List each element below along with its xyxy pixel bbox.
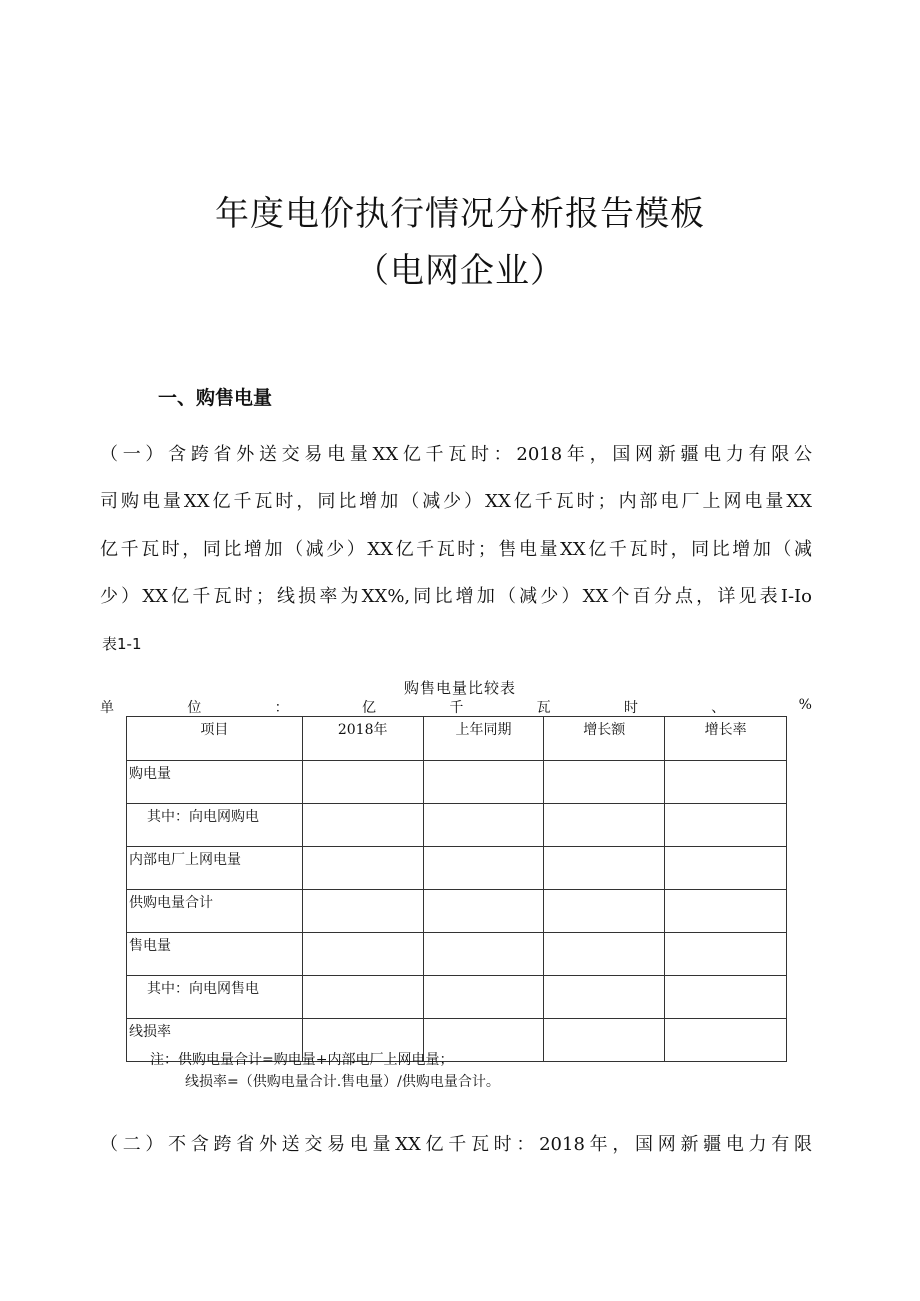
table-cell bbox=[302, 933, 423, 976]
table-row bbox=[127, 804, 787, 847]
unit-char: 瓦 bbox=[536, 700, 551, 716]
row-label: 线损率 bbox=[127, 1019, 303, 1062]
row-label: 购电量 bbox=[127, 761, 303, 804]
unit-line bbox=[100, 697, 812, 717]
row-label: 内部电厂上网电量 bbox=[127, 847, 303, 890]
table-cell bbox=[665, 1019, 787, 1062]
unit-char: % bbox=[798, 697, 812, 713]
table-cell bbox=[665, 847, 787, 890]
paragraph-1 bbox=[100, 431, 812, 620]
document-title: 年度电价执行情况分析报告模板 bbox=[215, 194, 705, 234]
table-cell bbox=[302, 847, 423, 890]
header-cell: 上年同期 bbox=[423, 717, 544, 761]
paragraph-line: 少）XX亿千瓦时；线损率为XX%,同比增加（减少）XX个百分点，详见表I-Io bbox=[100, 585, 812, 607]
table-note-line2: 线损率=（供购电量合计.售电量）/供购电量合计。 bbox=[185, 1074, 500, 1090]
table-caption: 购售电量比较表 bbox=[403, 679, 516, 697]
table-cell bbox=[665, 933, 787, 976]
table-cell bbox=[423, 976, 544, 1019]
unit-char: 时 bbox=[623, 700, 638, 716]
table-cell bbox=[302, 890, 423, 933]
table-row bbox=[127, 847, 787, 890]
paragraph-line: （二）不含跨省外送交易电量XX亿千瓦时：2018年，国网新疆电力有限 bbox=[100, 1134, 812, 1155]
table-cell bbox=[302, 761, 423, 804]
table-cell bbox=[544, 804, 665, 847]
table-row bbox=[127, 976, 787, 1019]
section-heading: 一、购售电量 bbox=[158, 387, 273, 409]
paragraph-2 bbox=[100, 1121, 812, 1168]
table-cell bbox=[665, 890, 787, 933]
header-cell: 项目 bbox=[127, 717, 303, 761]
table-cell bbox=[423, 847, 544, 890]
table-cell bbox=[423, 890, 544, 933]
unit-char: 单 bbox=[100, 700, 114, 716]
table-cell bbox=[544, 1019, 665, 1062]
table-cell bbox=[423, 761, 544, 804]
comparison-table bbox=[126, 716, 787, 1062]
paragraph-line: 亿千瓦时，同比增加（减少）XX亿千瓦时；售电量XX亿千瓦时，同比增加（减 bbox=[100, 538, 812, 560]
table-row bbox=[127, 890, 787, 933]
table-cell bbox=[544, 761, 665, 804]
header-cell: 增长率 bbox=[665, 717, 787, 761]
table-cell bbox=[544, 847, 665, 890]
unit-char: ： bbox=[274, 700, 289, 716]
table-cell bbox=[665, 804, 787, 847]
table-note-line1: 注：供购电量合计=购电量+内部电厂上网电量； bbox=[150, 1052, 454, 1068]
table-row bbox=[127, 933, 787, 976]
table-cell bbox=[302, 804, 423, 847]
table-cell bbox=[544, 890, 665, 933]
row-label: 供购电量合计 bbox=[127, 890, 303, 933]
document-subtitle: （电网企业） bbox=[355, 251, 565, 291]
row-label: 售电量 bbox=[127, 933, 303, 976]
table-cell bbox=[544, 976, 665, 1019]
table-cell bbox=[544, 933, 665, 976]
paragraph-line: 司购电量XX亿千瓦时，同比增加（减少）XX亿千瓦时；内部电厂上网电量XX bbox=[100, 491, 812, 513]
table-label: 表1-1 bbox=[102, 635, 142, 653]
table-header-row bbox=[127, 717, 787, 761]
row-label: 其中：向电网售电 bbox=[127, 976, 303, 1019]
header-cell: 增长额 bbox=[544, 717, 665, 761]
paragraph-line: （一）含跨省外送交易电量XX亿千瓦时：2018年，国网新疆电力有限公 bbox=[100, 444, 812, 465]
unit-char: 位 bbox=[187, 700, 202, 716]
unit-char: 千 bbox=[449, 700, 464, 716]
unit-char: 亿 bbox=[361, 700, 376, 716]
table-cell bbox=[665, 976, 787, 1019]
unit-char: 、 bbox=[711, 700, 726, 716]
header-cell: 2018年 bbox=[302, 717, 423, 761]
table-row bbox=[127, 761, 787, 804]
table-cell bbox=[302, 976, 423, 1019]
row-label: 其中：向电网购电 bbox=[127, 804, 303, 847]
table-cell bbox=[423, 804, 544, 847]
table-cell bbox=[423, 933, 544, 976]
table-cell bbox=[665, 761, 787, 804]
